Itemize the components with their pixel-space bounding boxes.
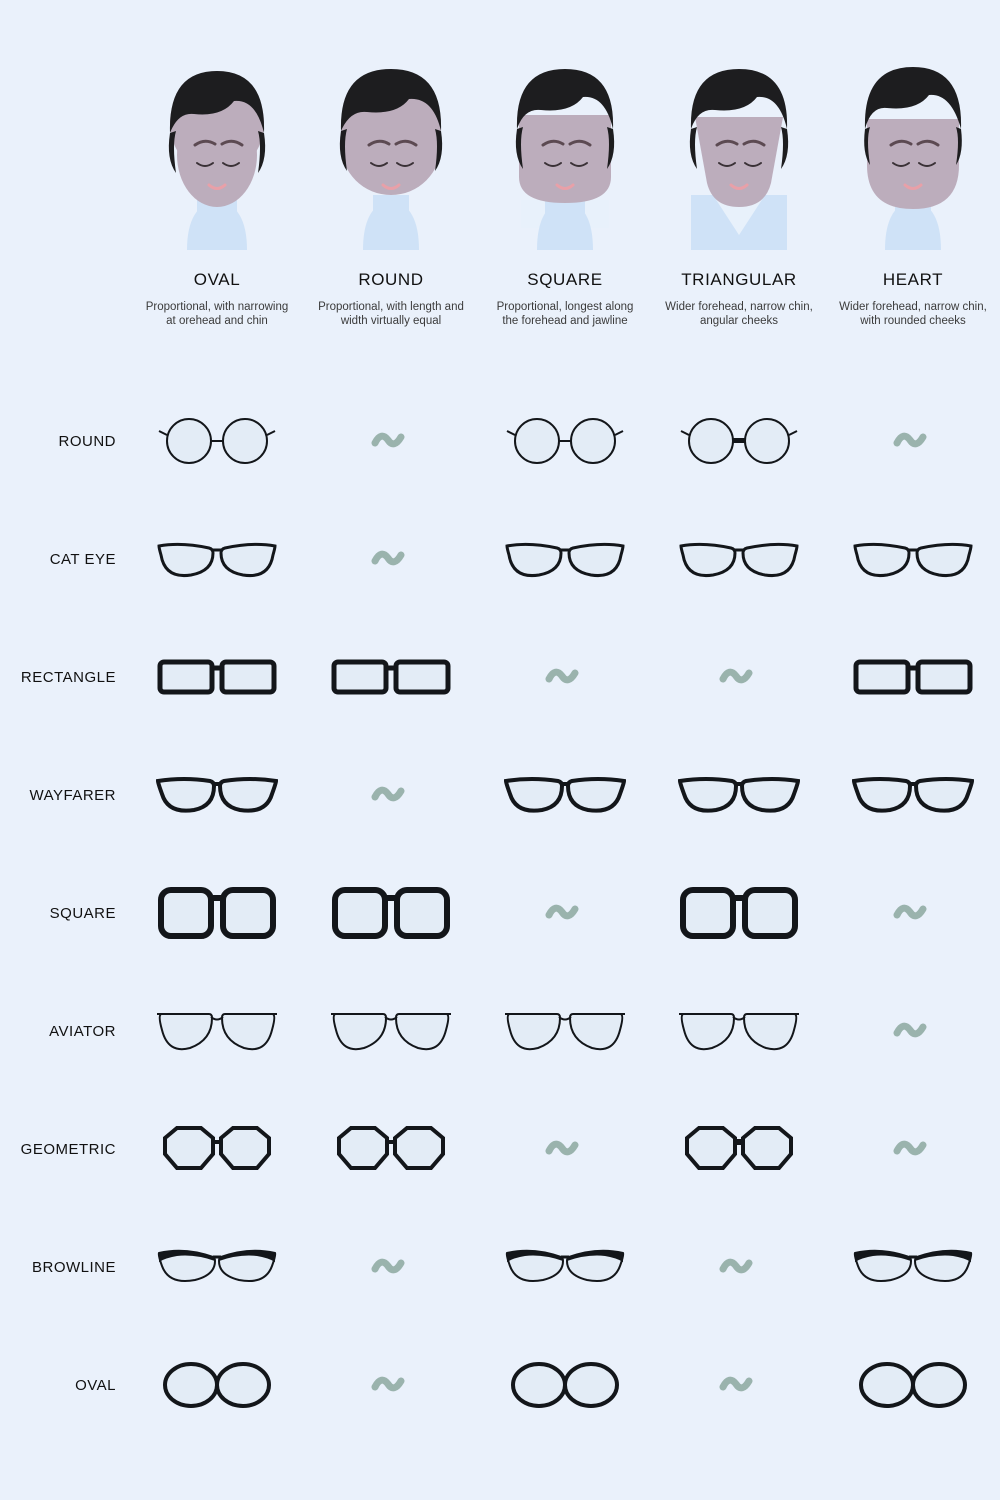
cell-browline-heart bbox=[826, 1208, 1000, 1326]
face-column-square bbox=[478, 45, 652, 328]
face-column-oval bbox=[130, 45, 304, 328]
cell-rectangle-square-none bbox=[478, 618, 652, 736]
face-illustration-triangular bbox=[669, 45, 809, 250]
cell-cateye-triangular bbox=[652, 500, 826, 618]
frame-style-label: AVIATOR bbox=[49, 1022, 116, 1040]
face-column-round bbox=[304, 45, 478, 328]
cell-wayfarer-oval bbox=[130, 736, 304, 854]
face-title: HEART bbox=[882, 270, 944, 289]
cell-oval-heart bbox=[826, 1326, 1000, 1444]
table-row bbox=[0, 736, 1000, 854]
frame-style-label: SQUARE bbox=[49, 904, 116, 922]
table-row bbox=[0, 1208, 1000, 1326]
cell-aviator-square bbox=[478, 972, 652, 1090]
cell-wayfarer-round-none bbox=[304, 736, 478, 854]
frame-style-label: WAYFARER bbox=[29, 786, 116, 804]
face-column-heart bbox=[826, 45, 1000, 328]
face-description: Wider forehead, narrow chin, with rounded cheeks bbox=[839, 301, 987, 327]
cell-rectangle-triangular-none bbox=[652, 618, 826, 736]
face-description: Proportional, with narrowing at orehead and chin bbox=[145, 301, 289, 327]
frame-style-label: ROUND bbox=[58, 432, 116, 450]
cell-round-square bbox=[478, 382, 652, 500]
cell-geometric-round bbox=[304, 1090, 478, 1208]
cell-wayfarer-square bbox=[478, 736, 652, 854]
cell-square-round bbox=[304, 854, 478, 972]
cell-square-triangular bbox=[652, 854, 826, 972]
frame-style-label: BROWLINE bbox=[31, 1258, 116, 1276]
table-row bbox=[0, 972, 1000, 1090]
face-illustration-oval bbox=[147, 45, 287, 250]
face-description: Proportional, longest along the forehead and jawline bbox=[496, 301, 634, 327]
cell-aviator-oval bbox=[130, 972, 304, 1090]
cell-geometric-triangular bbox=[652, 1090, 826, 1208]
cell-square-heart-none bbox=[826, 854, 1000, 972]
cell-geometric-oval bbox=[130, 1090, 304, 1208]
cell-browline-triangular-none bbox=[652, 1208, 826, 1326]
frame-style-label: RECTANGLE bbox=[20, 668, 116, 686]
cell-aviator-triangular bbox=[652, 972, 826, 1090]
face-shape-header bbox=[130, 45, 1000, 328]
cell-oval-square bbox=[478, 1326, 652, 1444]
cell-aviator-heart-none bbox=[826, 972, 1000, 1090]
cell-round-heart-none bbox=[826, 382, 1000, 500]
face-illustration-round bbox=[321, 45, 461, 250]
cell-geometric-square-none bbox=[478, 1090, 652, 1208]
frame-style-label: GEOMETRIC bbox=[20, 1140, 116, 1158]
cell-rectangle-round bbox=[304, 618, 478, 736]
face-column-triangular bbox=[652, 45, 826, 328]
table-row bbox=[0, 1090, 1000, 1208]
cell-cateye-heart bbox=[826, 500, 1000, 618]
cell-square-square-none bbox=[478, 854, 652, 972]
cell-rectangle-oval bbox=[130, 618, 304, 736]
table-row bbox=[0, 854, 1000, 972]
cell-oval-oval bbox=[130, 1326, 304, 1444]
face-illustration-square bbox=[495, 45, 635, 250]
cell-oval-round-none bbox=[304, 1326, 478, 1444]
cell-square-oval bbox=[130, 854, 304, 972]
frame-style-label: CAT EYE bbox=[49, 550, 116, 568]
face-illustration-heart bbox=[843, 45, 983, 250]
table-row bbox=[0, 1326, 1000, 1444]
cell-oval-triangular-none bbox=[652, 1326, 826, 1444]
face-description: Wider forehead, narrow chin, angular cheeks bbox=[665, 301, 813, 327]
cell-browline-round-none bbox=[304, 1208, 478, 1326]
face-title: SQUARE bbox=[527, 270, 603, 289]
cell-wayfarer-heart bbox=[826, 736, 1000, 854]
cell-wayfarer-triangular bbox=[652, 736, 826, 854]
cell-cateye-oval bbox=[130, 500, 304, 618]
cell-geometric-heart-none bbox=[826, 1090, 1000, 1208]
cell-rectangle-heart bbox=[826, 618, 1000, 736]
cell-browline-oval bbox=[130, 1208, 304, 1326]
table-row bbox=[0, 382, 1000, 500]
cell-browline-square bbox=[478, 1208, 652, 1326]
cell-round-oval bbox=[130, 382, 304, 500]
cell-cateye-square bbox=[478, 500, 652, 618]
cell-round-triangular bbox=[652, 382, 826, 500]
cell-cateye-round-none bbox=[304, 500, 478, 618]
table-row bbox=[0, 618, 1000, 736]
face-title: TRIANGULAR bbox=[681, 270, 797, 289]
table-row bbox=[0, 500, 1000, 618]
recommendation-grid bbox=[0, 382, 1000, 1444]
face-title: ROUND bbox=[358, 270, 424, 289]
cell-round-round-none bbox=[304, 382, 478, 500]
face-title: OVAL bbox=[193, 270, 241, 289]
cell-aviator-round bbox=[304, 972, 478, 1090]
frame-style-label: OVAL bbox=[75, 1376, 116, 1394]
face-description: Proportional, with length and width virtually equal bbox=[318, 301, 464, 327]
